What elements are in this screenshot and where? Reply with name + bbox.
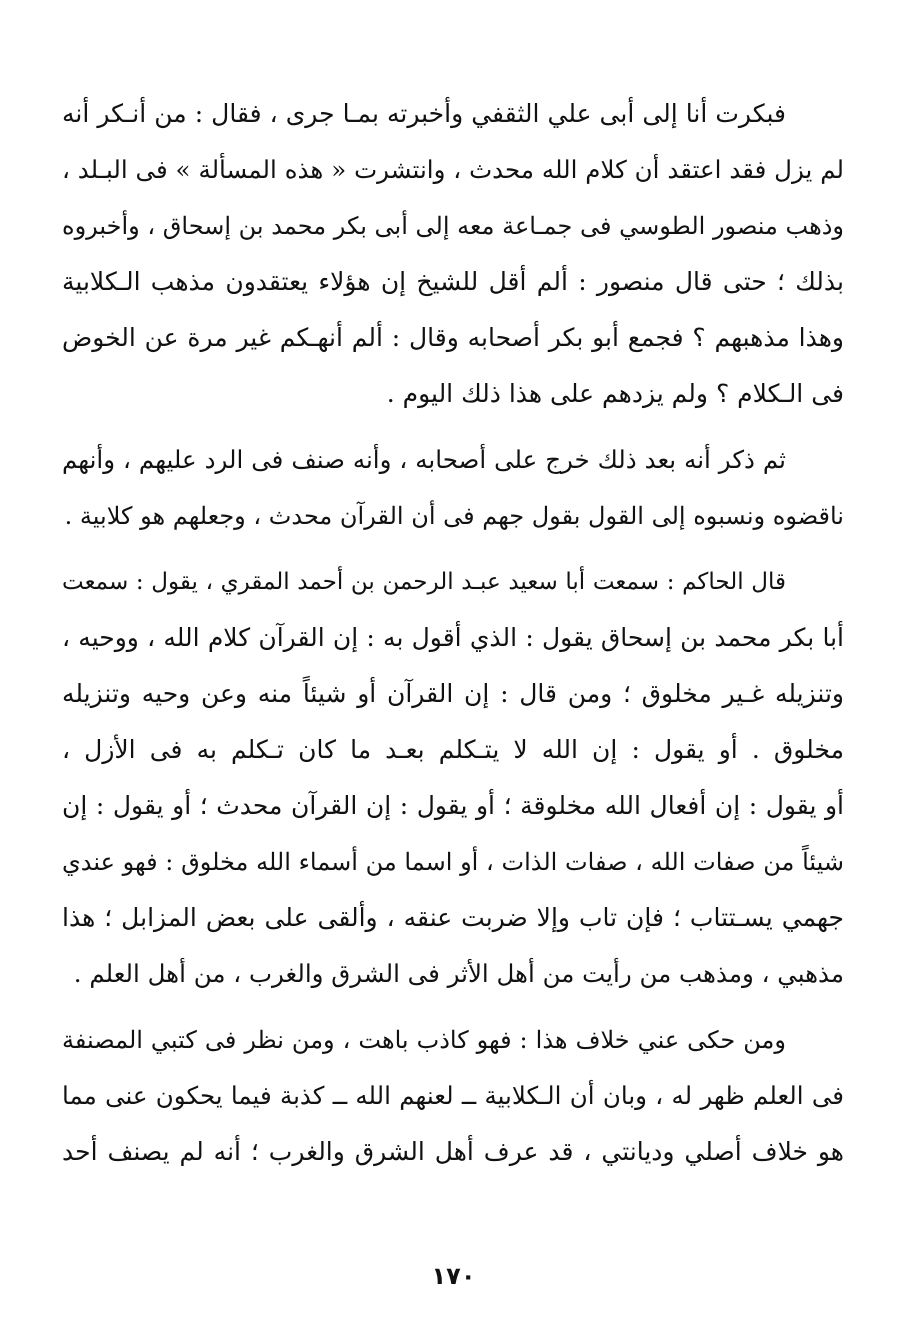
text-line: ثم ذكر أنه بعد ذلك خرج على أصحابه ، وأنه صنف فى الرد عليهم ، وأنهم: [62, 445, 786, 474]
page-number: ١٧٠: [431, 1262, 476, 1290]
text-line: فى الـكلام ؟ ولم يزدهم على هذا ذلك اليوم .: [386, 379, 844, 408]
text-line: أو يقول : إن أفعال الله مخلوقة ؛ أو يقول : إن القرآن محدث ؛ أو يقول : إن: [62, 791, 844, 820]
text-line: ومن حكى عني خلاف هذا : فهو كاذب باهت ، ومن نظر فى كتبي المصنفة: [62, 1026, 786, 1054]
text-line: هو خلاف أصلي وديانتي ، قد عرف أهل الشرق والغرب ؛ أنه لم يصنف أحد: [62, 1137, 844, 1166]
text-line: لم يزل فقد اعتقد أن كلام الله محدث ، وانتشرت « هذه المسألة » فى البـلد ،: [62, 155, 844, 184]
text-line: مذهبي ، ومذهب من رأيت من أهل الأثر فى الشرق والغرب ، من أهل العلم .: [73, 959, 844, 988]
text-line: وهذا مذهبهم ؟ فجمع أبو بكر أصحابه وقال : ألم أنهـكم غير مرة عن الخوض: [62, 323, 844, 352]
paragraph: [62, 554, 844, 1002]
text-line: فبكرت أنا إلى أبى علي الثقفي وأخبرته بمـا جرى ، فقال : من أنـكر أنه: [62, 99, 786, 128]
paragraph: [62, 432, 844, 544]
text-line: بذلك ؛ حتى قال منصور : ألم أقل للشيخ إن هؤلاء يعتقدون مذهب الـكلابية: [62, 267, 844, 296]
text-line: مخلوق . أو يقول : إن الله لا يتـكلم بعـد ما كان تـكلم به فى الأزل ،: [62, 735, 844, 764]
text-line: وذهب منصور الطوسي فى جمـاعة معه إلى أبى بكر محمد بن إسحاق ، وأخبروه: [62, 212, 844, 240]
paragraph: [62, 1012, 844, 1180]
text-line: قال الحاكم : سمعت أبا سعيد عبـد الرحمن بن أحمد المقري ، يقول : سمعت: [62, 569, 786, 595]
page-body: [62, 86, 844, 1190]
paragraph: [62, 86, 844, 422]
text-line: ناقضوه ونسبوه إلى القول بقول جهم فى أن القرآن محدث ، وجعلهم هو كلابية .: [64, 502, 844, 530]
text-line: جهمي يسـتتاب ؛ فإن تاب وإلا ضربت عنقه ، وألقى على بعض المزابل ؛ هذا: [62, 903, 844, 932]
text-line: وتنزيله غـير مخلوق ؛ ومن قال : إن القرآن أو شيئاً منه وعن وحيه وتنزيله: [62, 679, 844, 708]
text-line: أبا بكر محمد بن إسحاق يقول : الذي أقول به : إن القرآن كلام الله ، ووحيه ،: [62, 623, 844, 652]
text-line: شيئاً من صفات الله ، صفات الذات ، أو اسما من أسماء الله مخلوق : فهو عندي: [62, 848, 844, 876]
text-line: فى العلم ظهر له ، وبان أن الـكلابية ــ لعنهم الله ــ كذبة فيما يحكون عنى مما: [62, 1081, 844, 1110]
